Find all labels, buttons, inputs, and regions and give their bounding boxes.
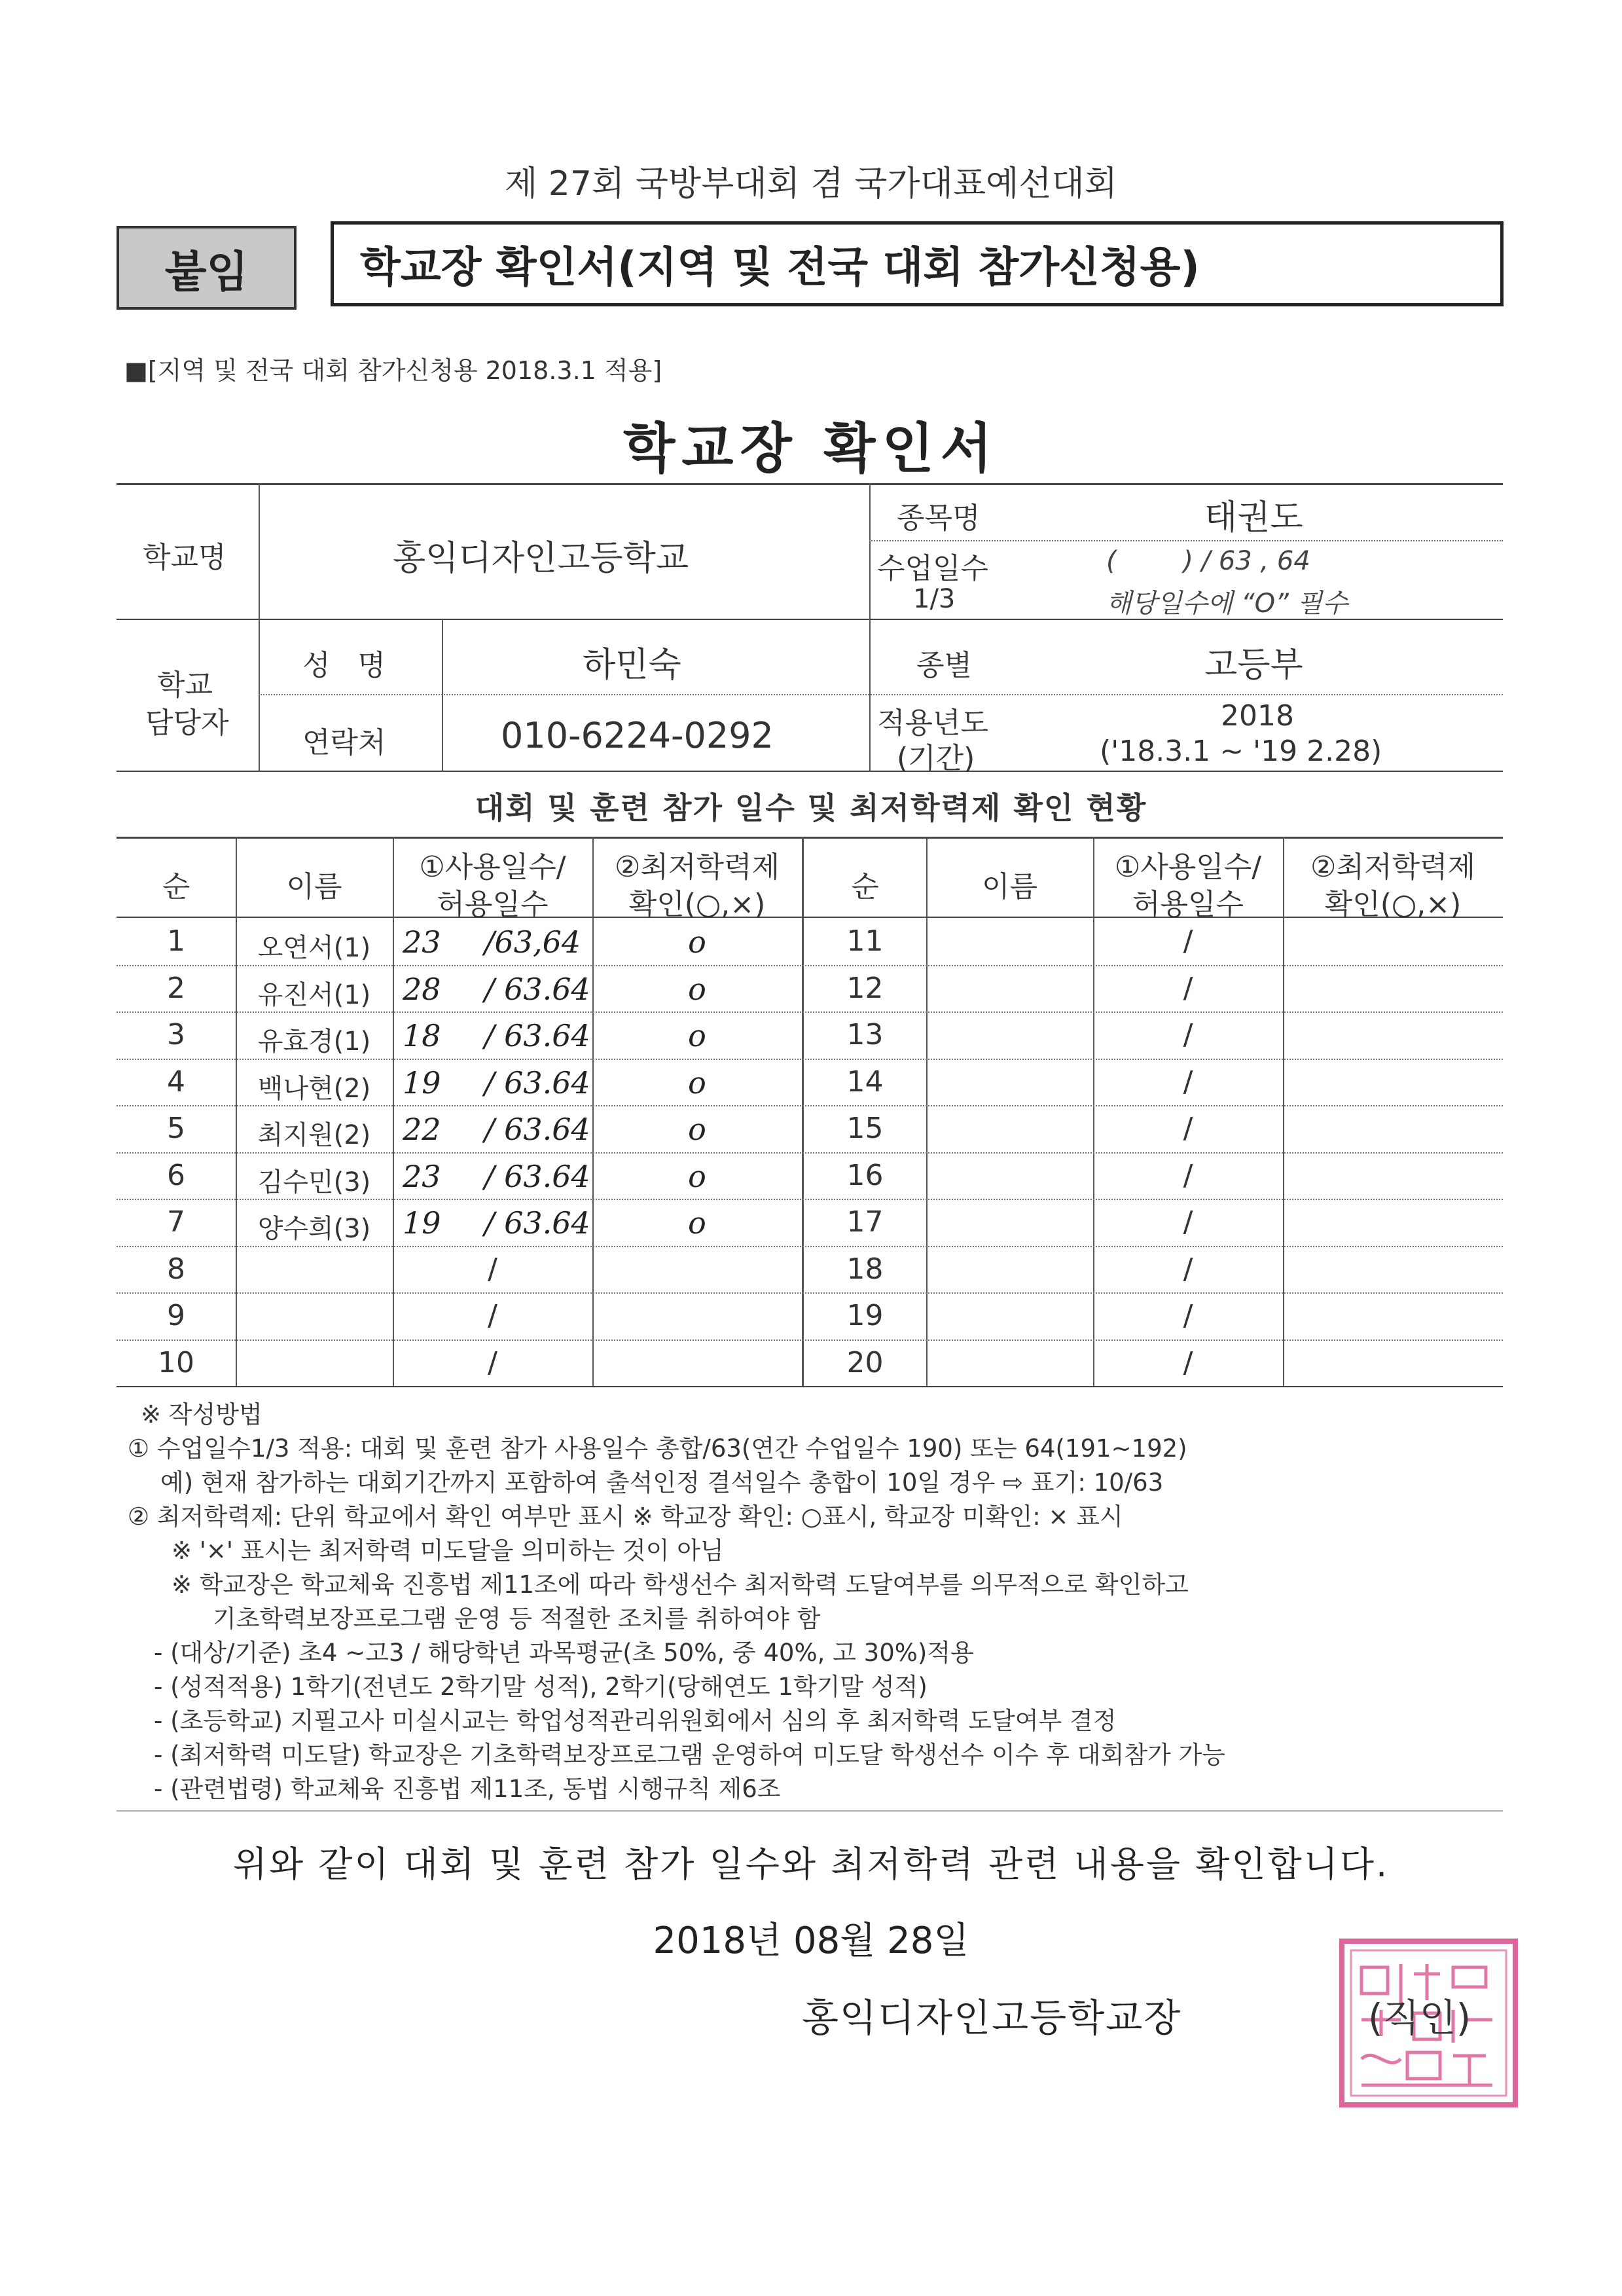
period-label: (기간) xyxy=(897,742,975,775)
class-days-note: 해당일수에 “O” 필수 xyxy=(1106,589,1348,619)
note-line: - (대상/기준) 초4 ~고3 / 해당학년 과목평균(초 50%, 중 40%, 고 30%)적용 xyxy=(154,1639,974,1667)
manager-label: 학교 xyxy=(157,668,213,702)
table-row-allowed-days: /63,64 xyxy=(484,924,581,960)
table-row-allowed-days: / xyxy=(1183,1252,1193,1286)
note-line: - (최저학력 미도달) 학교장은 기초학력보장프로그램 운영하여 미도달 학생선수 이수 후 대회참가 가능 xyxy=(154,1741,1226,1769)
header-days: ①사용일수/ xyxy=(419,850,566,884)
table-row-seq: 4 xyxy=(167,1065,185,1099)
info-divider xyxy=(259,483,260,619)
table-row-seq: 1 xyxy=(167,924,185,958)
table-row-name: 최지원(2) xyxy=(257,1120,371,1150)
main-title: 학교장 확인서 xyxy=(623,418,999,480)
table-row-allowed-days: / 63.64 xyxy=(484,1112,590,1147)
note-line: ※ 학교장은 학교체육 진흥법 제11조에 따라 학생선수 최저학력 도달여부를 의무적으로 확인하고 xyxy=(171,1571,1189,1599)
table-row-allowed-days: / 63.64 xyxy=(484,971,590,1007)
info-bottom-border xyxy=(117,771,1503,772)
row-divider xyxy=(117,965,1503,966)
row-divider xyxy=(117,1059,1503,1060)
table-row-seq: 16 xyxy=(846,1158,884,1192)
class-days-label: 수업일수 xyxy=(877,552,989,585)
table-row-allowed-days: / xyxy=(1183,924,1193,958)
header-seq: 순 xyxy=(851,870,879,903)
status-divider xyxy=(926,837,928,1386)
table-row-check: o xyxy=(688,924,706,960)
table-row-allowed-days: / xyxy=(1183,971,1193,1005)
table-row-seq: 14 xyxy=(846,1065,884,1099)
table-row-seq: 20 xyxy=(846,1345,884,1379)
header-days: 허용일수 xyxy=(437,888,549,921)
note-line: - (관련법령) 학교체육 진흥법 제11조, 동법 시행규칙 제6조 xyxy=(154,1775,781,1803)
table-row-name: 양수희(3) xyxy=(257,1214,371,1244)
header-check: ②최저학력제 xyxy=(615,850,780,884)
table-row-allowed-days: / xyxy=(488,1345,497,1379)
table-row-used-days: 23 xyxy=(403,1158,441,1194)
school-label: 학교명 xyxy=(143,541,226,574)
table-row-used-days: 18 xyxy=(403,1018,441,1053)
table-row-name: 유효경(1) xyxy=(257,1027,371,1057)
division-label: 종별 xyxy=(916,649,973,682)
class-days-ratio: 1/3 xyxy=(913,584,956,614)
note-line: - (초등학교) 지필고사 미실시교는 학업성적관리위원회에서 심의 후 최저학력 도달여부 결정 xyxy=(154,1707,1117,1735)
table-row-used-days: 28 xyxy=(403,971,441,1007)
table-row-name: 오연서(1) xyxy=(257,933,371,963)
name-label: 성 명 xyxy=(302,649,386,682)
header-seq: 순 xyxy=(162,870,190,903)
header-check: 확인(○,×) xyxy=(1324,888,1462,921)
table-row-seq: 19 xyxy=(846,1299,884,1332)
table-row-allowed-days: / 63.64 xyxy=(484,1205,590,1241)
table-row-name: 유진서(1) xyxy=(257,979,371,1010)
table-row-check: o xyxy=(688,1205,706,1241)
row-divider xyxy=(117,1105,1503,1106)
sport-value: 태권도 xyxy=(1204,498,1303,538)
contact-value: 010-6224-0292 xyxy=(501,715,774,756)
apply-note: ■[지역 및 전국 대회 참가신청용 2018.3.1 적용] xyxy=(124,356,662,385)
row-divider xyxy=(117,1011,1503,1013)
table-row-allowed-days: / xyxy=(488,1299,497,1332)
header-check: 확인(○,×) xyxy=(628,888,766,921)
table-row-seq: 8 xyxy=(167,1252,185,1286)
row-divider xyxy=(117,1246,1503,1247)
period-value: ('18.3.1 ~ '19 2.28) xyxy=(1100,735,1382,768)
division-value: 고등부 xyxy=(1204,646,1303,685)
table-row-check: o xyxy=(688,1158,706,1194)
info-dotted-divider xyxy=(869,540,1503,541)
note-line: - (성적적용) 1학기(전년도 2학기말 성적), 2학기(당해연도 1학기말 성적) xyxy=(154,1673,928,1701)
table-row-seq: 13 xyxy=(846,1018,884,1051)
table-row-check: o xyxy=(688,971,706,1007)
info-dotted-divider xyxy=(259,694,1503,695)
notes-divider xyxy=(117,1810,1503,1812)
table-row-seq: 17 xyxy=(846,1205,884,1239)
table-row-seq: 12 xyxy=(846,971,884,1005)
sign-date: 2018년 08월 28일 xyxy=(653,1920,969,1962)
table-row-check: o xyxy=(688,1112,706,1147)
table-row-seq: 2 xyxy=(167,971,185,1005)
row-divider xyxy=(117,1292,1503,1294)
sport-label: 종목명 xyxy=(897,501,981,535)
table-row-seq: 15 xyxy=(846,1112,884,1145)
table-row-name: 김수민(3) xyxy=(257,1167,371,1197)
table-row-seq: 7 xyxy=(167,1205,185,1239)
table-row-used-days: 23 xyxy=(403,924,441,960)
class-days-value: ( ) / 63 , 64 xyxy=(1106,546,1310,576)
table-row-allowed-days: / xyxy=(1183,1018,1193,1051)
info-divider xyxy=(869,483,871,771)
confirm-sentence: 위와 같이 대회 및 훈련 참가 일수와 최저학력 관련 내용을 확인합니다. xyxy=(232,1844,1390,1885)
status-top-border xyxy=(117,837,1503,839)
notes-heading: ※ 작성방법 xyxy=(141,1400,262,1429)
table-row-allowed-days: / 63.64 xyxy=(484,1158,590,1194)
manager-name: 하민숙 xyxy=(583,646,681,685)
row-divider xyxy=(117,1199,1503,1200)
table-row-seq: 10 xyxy=(158,1345,194,1379)
note-line: ① 수업일수1/3 적용: 대회 및 훈련 참가 사용일수 총합/63(연간 수업일수 190) 또는 64(191~192) xyxy=(128,1434,1187,1463)
principal-name: 홍익디자인고등학교장 xyxy=(802,1995,1182,2040)
table-row-seq: 11 xyxy=(846,924,884,958)
table-row-seq: 9 xyxy=(167,1299,185,1332)
note-line: 예) 현재 참가하는 대회기간까지 포함하여 출석인정 결석일수 총합이 10일 경우 ⇨ 표기: 10/63 xyxy=(160,1468,1164,1497)
note-line: ② 최저학력제: 단위 학교에서 확인 여부만 표시 ※ 학교장 확인: ○표시, 학교장 미확인: × 표시 xyxy=(128,1503,1123,1531)
attachment-label: 붙임 xyxy=(117,226,297,310)
header-name: 이름 xyxy=(981,870,1037,903)
table-row-seq: 18 xyxy=(846,1252,884,1286)
header-check: ②최저학력제 xyxy=(1310,850,1475,884)
header-days: ①사용일수/ xyxy=(1114,850,1262,884)
table-row-allowed-days: / 63.64 xyxy=(484,1065,590,1101)
table-row-allowed-days: / xyxy=(1183,1345,1193,1379)
table-row-allowed-days: / xyxy=(1183,1299,1193,1332)
document-title: 학교장 확인서(지역 및 전국 대회 참가신청용) xyxy=(331,221,1504,306)
row-divider xyxy=(117,1152,1503,1154)
table-row-used-days: 19 xyxy=(403,1205,441,1241)
table-row-used-days: 22 xyxy=(403,1112,441,1147)
table-row-allowed-days: / xyxy=(488,1252,497,1286)
table-row-name: 백나현(2) xyxy=(257,1073,371,1104)
table-row-seq: 6 xyxy=(167,1158,185,1192)
manager-label: 담당자 xyxy=(145,706,229,740)
school-name: 홍익디자인고등학교 xyxy=(393,539,689,578)
event-title: 제 27회 국방부대회 겸 국가대표예선대회 xyxy=(505,164,1117,204)
note-line: ※ '×' 표시는 최저학력 미도달을 의미하는 것이 아님 xyxy=(171,1537,724,1565)
table-row-allowed-days: / xyxy=(1183,1205,1193,1239)
table-row-check: o xyxy=(688,1018,706,1053)
header-days: 허용일수 xyxy=(1132,888,1244,921)
table-row-allowed-days: / 63.64 xyxy=(484,1018,590,1053)
info-top-border xyxy=(117,483,1503,485)
table-row-used-days: 19 xyxy=(403,1065,441,1101)
seal-label: (직인) xyxy=(1368,1995,1471,2040)
row-divider xyxy=(117,1339,1503,1341)
table-row-check: o xyxy=(688,1065,706,1101)
header-name: 이름 xyxy=(286,870,342,903)
table-row-allowed-days: / xyxy=(1183,1065,1193,1099)
year-value: 2018 xyxy=(1221,699,1294,733)
table-row-allowed-days: / xyxy=(1183,1158,1193,1192)
contact-label: 연락처 xyxy=(302,726,386,759)
table-row-seq: 3 xyxy=(167,1018,185,1051)
status-title: 대회 및 훈련 참가 일수 및 최저학력제 확인 현황 xyxy=(475,790,1147,826)
table-row-seq: 5 xyxy=(167,1112,185,1145)
table-row-allowed-days: / xyxy=(1183,1112,1193,1145)
note-line: 기초학력보장프로그램 운영 등 적절한 조치를 취하여야 함 xyxy=(213,1605,821,1633)
status-bottom-border xyxy=(117,1386,1503,1387)
status-divider xyxy=(236,837,237,1386)
year-label: 적용년도 xyxy=(877,706,989,740)
